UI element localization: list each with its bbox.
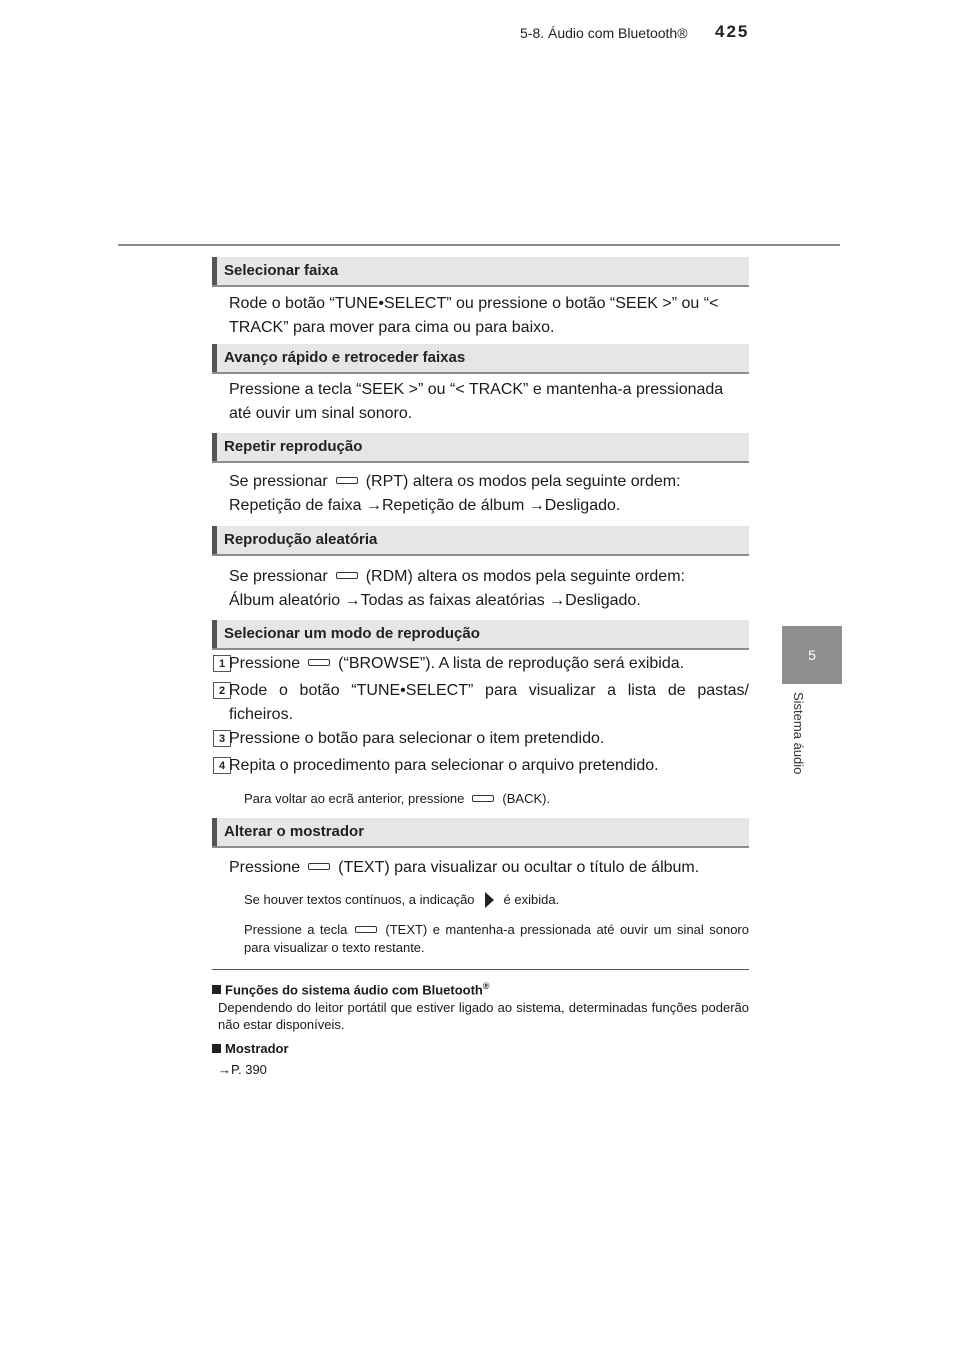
text-span: Se pressionar <box>229 568 328 585</box>
step-number: 1 <box>213 655 231 672</box>
button-icon <box>355 926 377 933</box>
note-text <box>244 790 749 808</box>
step-text <box>229 652 749 676</box>
section-header-display <box>212 818 749 848</box>
note-text <box>244 921 749 957</box>
text-span: (TEXT) e mantenha-a pressionada até ouvir um sinal sonoro para visualizar o texto restante. <box>244 922 749 955</box>
text-span: (BACK). <box>502 791 551 806</box>
bullet-square-icon <box>212 1044 221 1053</box>
page-reference-link[interactable]: →P. 390 <box>218 1062 267 1077</box>
section-header-playback-mode <box>212 620 749 650</box>
text-span: Pressione <box>229 859 301 876</box>
text-span: Pressione a tecla <box>244 922 348 937</box>
text-span: Mostrador <box>225 1041 289 1056</box>
chapter-tab: 5 <box>782 626 842 684</box>
chapter-tab-label: Sistema áudio <box>791 692 806 775</box>
section-title: Selecionar um modo de reprodução <box>224 625 480 642</box>
chapter-title: 5-8. Áudio com Bluetooth® <box>520 25 688 41</box>
step-text: Pressione o botão para selecionar o item pretendido. <box>229 730 605 747</box>
text-span: ® <box>482 981 490 991</box>
section-title: Repetir reprodução <box>224 438 363 455</box>
button-icon <box>336 477 358 484</box>
step-number: 2 <box>213 682 231 699</box>
text-span: Álbum aleatório →Todas as faixas aleatórias →Desligado. <box>229 592 641 609</box>
text-span: Funções do sistema áudio com Bluetooth <box>225 982 483 998</box>
step-number: 3 <box>213 730 231 747</box>
step-text: Rode o botão “TUNE•SELECT” para visualizar a lista de pastas/ ficheiros. <box>229 682 749 723</box>
section-header-random <box>212 526 749 556</box>
header-rule <box>118 244 840 246</box>
page-number: 425 <box>715 22 750 41</box>
section-text <box>229 856 749 880</box>
text-span: (“BROWSE”). A lista de reprodução será exibida. <box>338 655 685 672</box>
section-text <box>229 470 749 518</box>
text-span: (RPT) altera os modos pela seguinte ordem: <box>365 473 681 490</box>
note-heading <box>212 1041 749 1056</box>
section-title: Alterar o mostrador <box>224 823 365 840</box>
button-icon <box>308 863 330 870</box>
section-title: Avanço rápido e retroceder faixas <box>224 349 466 366</box>
text-span: é exibida. <box>503 892 560 907</box>
step-number: 4 <box>213 757 231 774</box>
text-span: Para voltar ao ecrã anterior, pressione <box>244 791 465 806</box>
continuation-arrow-icon <box>485 892 494 908</box>
button-icon <box>308 659 330 666</box>
text-span: (RDM) altera os modos pela seguinte ordem: <box>365 568 685 585</box>
text-span: Se pressionar <box>229 473 328 490</box>
section-title: Selecionar faixa <box>224 262 339 279</box>
section-title: Reprodução aleatória <box>224 531 378 548</box>
text-span: Repetição de faixa →Repetição de álbum →Desligado. <box>229 497 621 514</box>
section-header-repeat <box>212 433 749 463</box>
text-span: (TEXT) para visualizar ou ocultar o título de álbum. <box>338 859 700 876</box>
note-body: Dependendo do leitor portátil que estiver ligado ao sistema, determinadas funções poderão não estar disponíveis. <box>218 1000 749 1032</box>
step-text: Repita o procedimento para selecionar o arquivo pretendido. <box>229 757 659 774</box>
button-icon <box>472 795 494 802</box>
note-text <box>244 891 749 910</box>
text-span: Pressione <box>229 655 301 672</box>
button-icon <box>336 572 358 579</box>
notes-divider <box>212 969 749 970</box>
section-header-fast-forward <box>212 344 749 374</box>
section-header-select-track <box>212 257 749 287</box>
bullet-square-icon <box>212 985 221 994</box>
section-text <box>229 565 749 613</box>
section-text: Pressione a tecla “SEEK >” ou “< TRACK” e mantenha-a pressionada até ouvir um sinal sonoro. <box>229 381 724 422</box>
text-span: Se houver textos contínuos, a indicação <box>244 892 475 907</box>
section-text: Rode o botão “TUNE•SELECT” ou pressione o botão “SEEK >” ou “< TRACK” para mover para cima ou para baixo. <box>229 295 719 336</box>
note-heading <box>212 981 749 997</box>
